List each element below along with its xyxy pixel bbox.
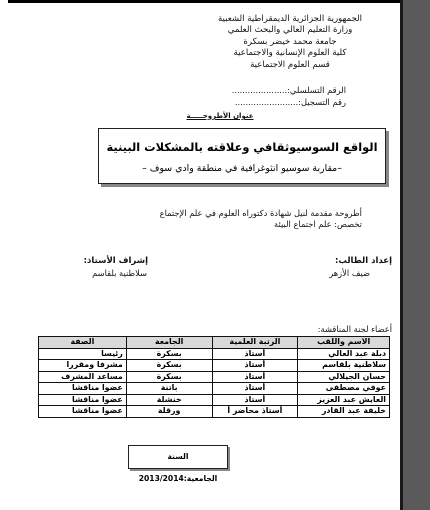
header-line-faculty: كلية العلوم الإنسانية والاجتماعية — [233, 48, 347, 59]
member-name: عوفي مصطفى — [298, 383, 390, 395]
table-row — [39, 348, 390, 360]
committee-title: أعضاء لجنة المناقشة: — [317, 324, 392, 334]
column-header-university: الجامعة — [126, 337, 212, 349]
member-university: خنشلة — [126, 394, 212, 406]
thesis-title-label: عنوان الأطروحـــــة — [186, 112, 254, 120]
thesis-subtitle: –مقاربة سوسيو انثوغرافية في منطقة وادي سوف – — [142, 163, 342, 174]
thesis-main-title: الواقع السوسيوثقافي وعلاقته بالمشكلات البينية — [106, 140, 378, 154]
member-rank: أستاذ — [212, 383, 298, 395]
student-name: ضيف الأزهر — [329, 268, 370, 278]
student-label: إعداد الطالب: — [334, 256, 392, 266]
member-role: مساعد المشرف — [39, 371, 127, 383]
member-rank: أستاذ — [212, 371, 298, 383]
header-line-department: قسم العلوم الاجتماعية — [250, 59, 330, 70]
viewer-gutter — [403, 0, 430, 510]
thesis-title-box — [98, 128, 386, 184]
table-row — [39, 394, 390, 406]
member-name: دبلة عبد العالي — [298, 348, 390, 360]
member-rank: أستاذ — [212, 394, 298, 406]
supervisor-label: إشراف الأستاذ: — [83, 256, 148, 266]
member-role: مشرفا ومقررا — [39, 360, 127, 372]
member-name: خليفة عبد القادر — [298, 406, 390, 418]
table-row — [39, 360, 390, 372]
header-block — [190, 14, 390, 71]
member-role: عضوا مناقشا — [39, 383, 127, 395]
member-rank: أستاذ محاضر أ — [212, 406, 298, 418]
committee-table — [38, 336, 390, 418]
member-university: بسكرة — [126, 371, 212, 383]
thesis-specialty-line: تخصص: علم اجتماع البيئة — [274, 219, 362, 229]
member-name: حسان الجيلالي — [298, 371, 390, 383]
table-header-row — [39, 337, 390, 349]
member-role: رئيسا — [39, 348, 127, 360]
registration-number: رقم التسجيل:........................ — [234, 97, 346, 107]
thesis-degree-line: أطروحة مقدمة لنيل شهادة دكتوراه العلوم في علم الإجتماع — [159, 208, 362, 218]
member-rank: أستاذ — [212, 348, 298, 360]
column-header-role: الصفة — [39, 337, 127, 349]
table-row — [39, 383, 390, 395]
supervisor-name: سلاطنية بلقاسم — [92, 268, 147, 278]
member-university: بسكرة — [126, 360, 212, 372]
member-role: عضوا مناقشا — [39, 406, 127, 418]
serial-number: الرقم التسلسلي:..................... — [231, 85, 346, 95]
member-role: عضوا مناقشا — [39, 394, 127, 406]
header-line-republic: الجمهورية الجزائرية الديمقراطية الشعبية — [217, 14, 363, 24]
member-rank: أستاذ — [212, 360, 298, 372]
page-top-border — [8, 0, 400, 3]
member-name: سلاطنية بلقاسم — [298, 360, 390, 372]
member-university: ورقلة — [126, 406, 212, 418]
member-university: بسكرة — [126, 348, 212, 360]
column-header-rank: الرتبة العلمية — [212, 337, 298, 349]
header-line-university: جامعة محمد خيضر بسكرة — [243, 36, 337, 47]
table-row — [39, 406, 390, 418]
member-name: العايش عبد العزيز — [298, 394, 390, 406]
academic-year: السنة الجامعية:2013/2014 — [128, 445, 228, 469]
table-row — [39, 371, 390, 383]
header-line-ministry: وزارة التعليم العالي والبحث العلمي — [227, 25, 353, 36]
member-university: باتنة — [126, 383, 212, 395]
column-header-name: الاسم واللقب — [298, 337, 390, 349]
